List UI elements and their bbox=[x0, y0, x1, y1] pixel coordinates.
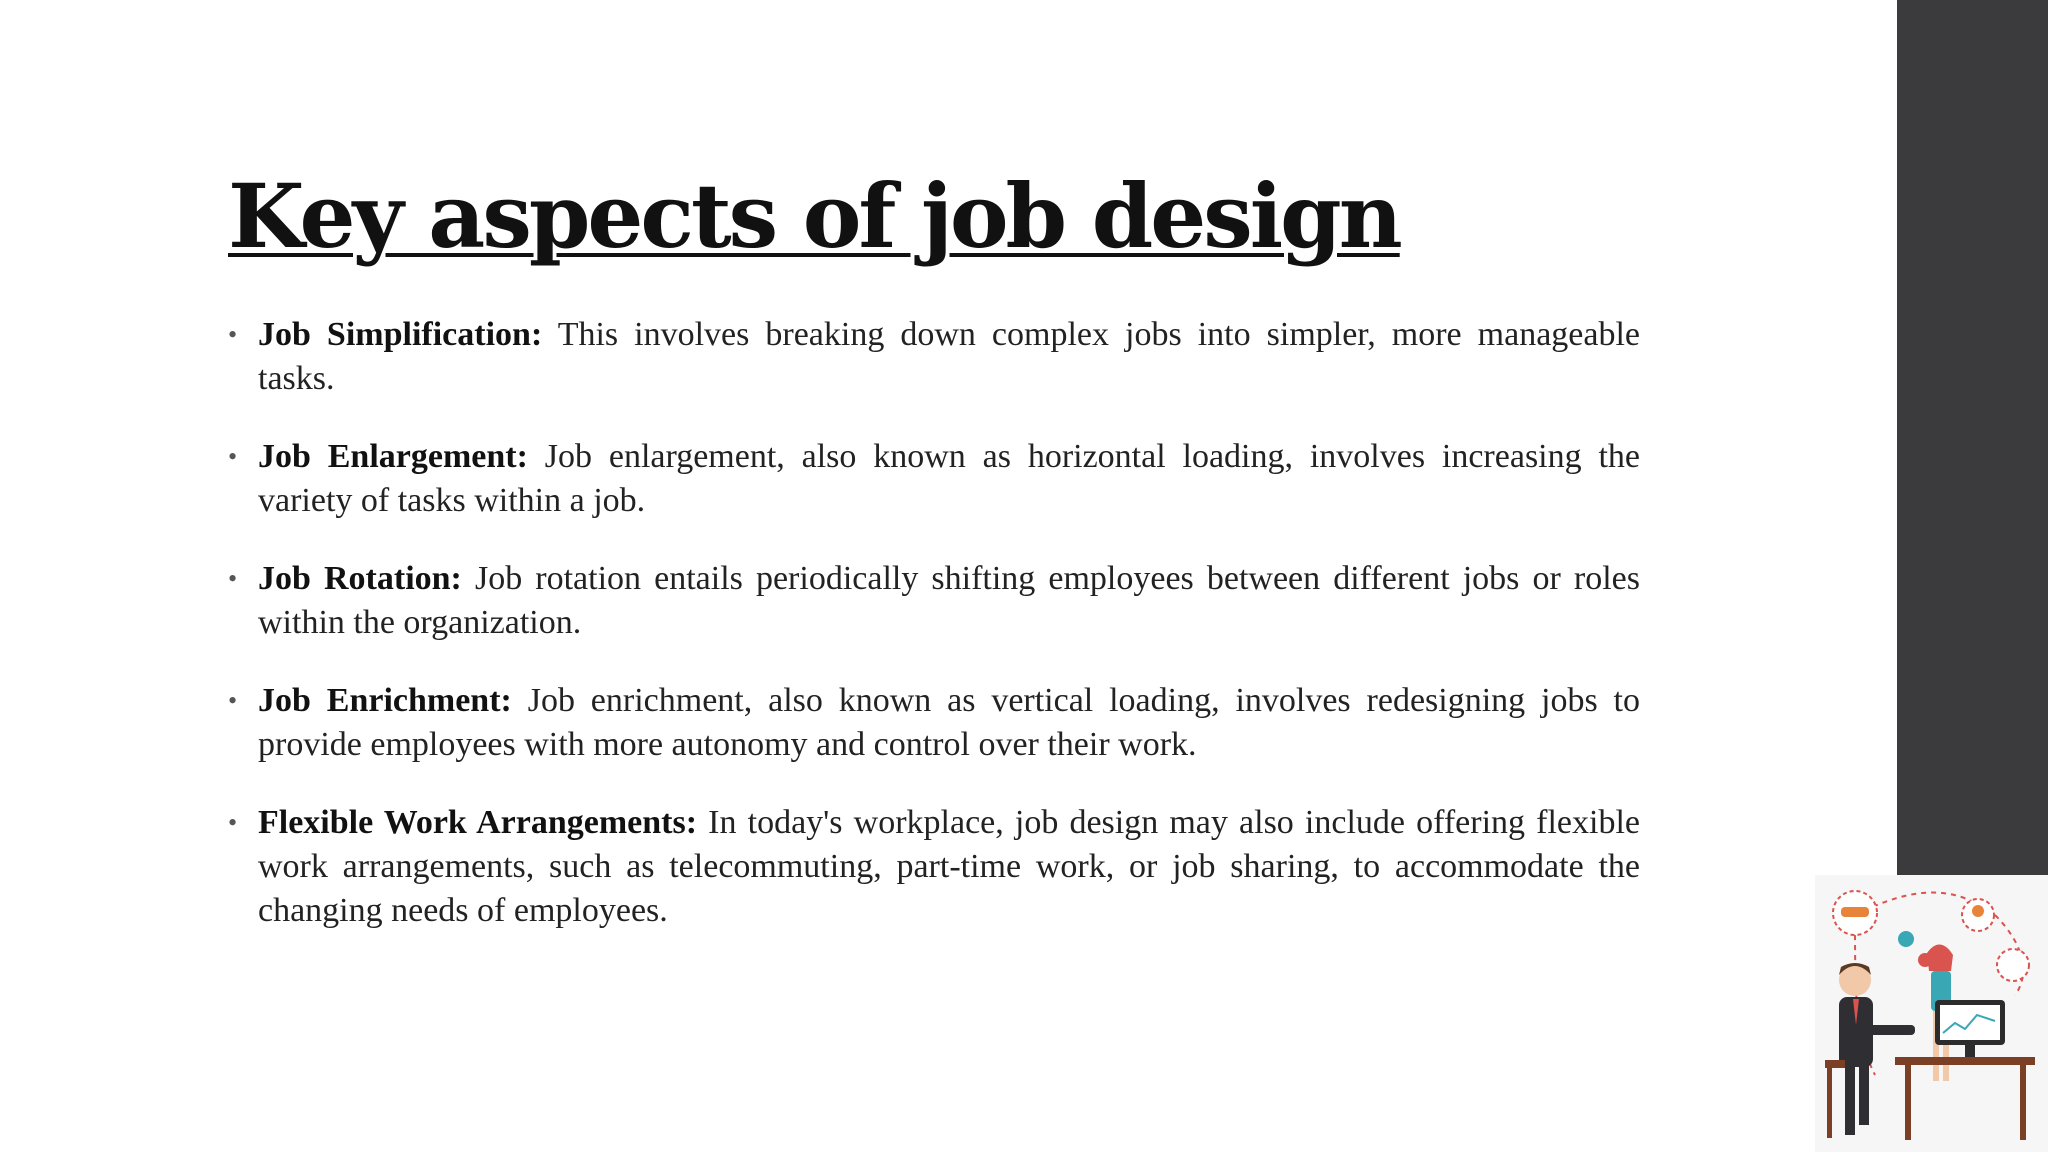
bullet-item-job-enrichment bbox=[228, 679, 1640, 767]
bullet-text: Job rotation entails periodically shifting employees between different jobs or roles within the organization. bbox=[258, 560, 1640, 641]
bullet-term: Flexible Work Arrangements: bbox=[258, 804, 698, 841]
bullet-term: Job Rotation: bbox=[258, 560, 462, 597]
bullet-item-job-simplification bbox=[228, 313, 1640, 401]
bullet-term: Job Enlargement: bbox=[258, 438, 528, 475]
bullet-text: In today's workplace, job design may also include offering flexible work arrangements, such as telecommuting, part-time work, or job sharing, to accommodate the changing needs of employees. bbox=[258, 804, 1641, 929]
bullet-item-job-rotation bbox=[228, 557, 1640, 645]
bullet-item-flexible-work bbox=[228, 801, 1640, 933]
bullet-text: Job enrichment, also known as vertical loading, involves redesigning jobs to provide employees with more autonomy and control over their work. bbox=[258, 682, 1640, 763]
bullet-term: Job Simplification: bbox=[258, 316, 543, 353]
bullet-item-job-enlargement bbox=[228, 435, 1640, 523]
bullet-text: This involves breaking down complex jobs into simpler, more manageable tasks. bbox=[258, 316, 1641, 397]
bullet-list bbox=[228, 313, 1640, 967]
bullet-text: Job enlargement, also known as horizontal loading, involves increasing the variety of tasks within a job. bbox=[258, 438, 1640, 519]
bullet-term: Job Enrichment: bbox=[258, 682, 512, 719]
slide-title: Key aspects of job design bbox=[228, 164, 1400, 268]
team-collaboration-illustration-icon bbox=[1815, 875, 2048, 1152]
